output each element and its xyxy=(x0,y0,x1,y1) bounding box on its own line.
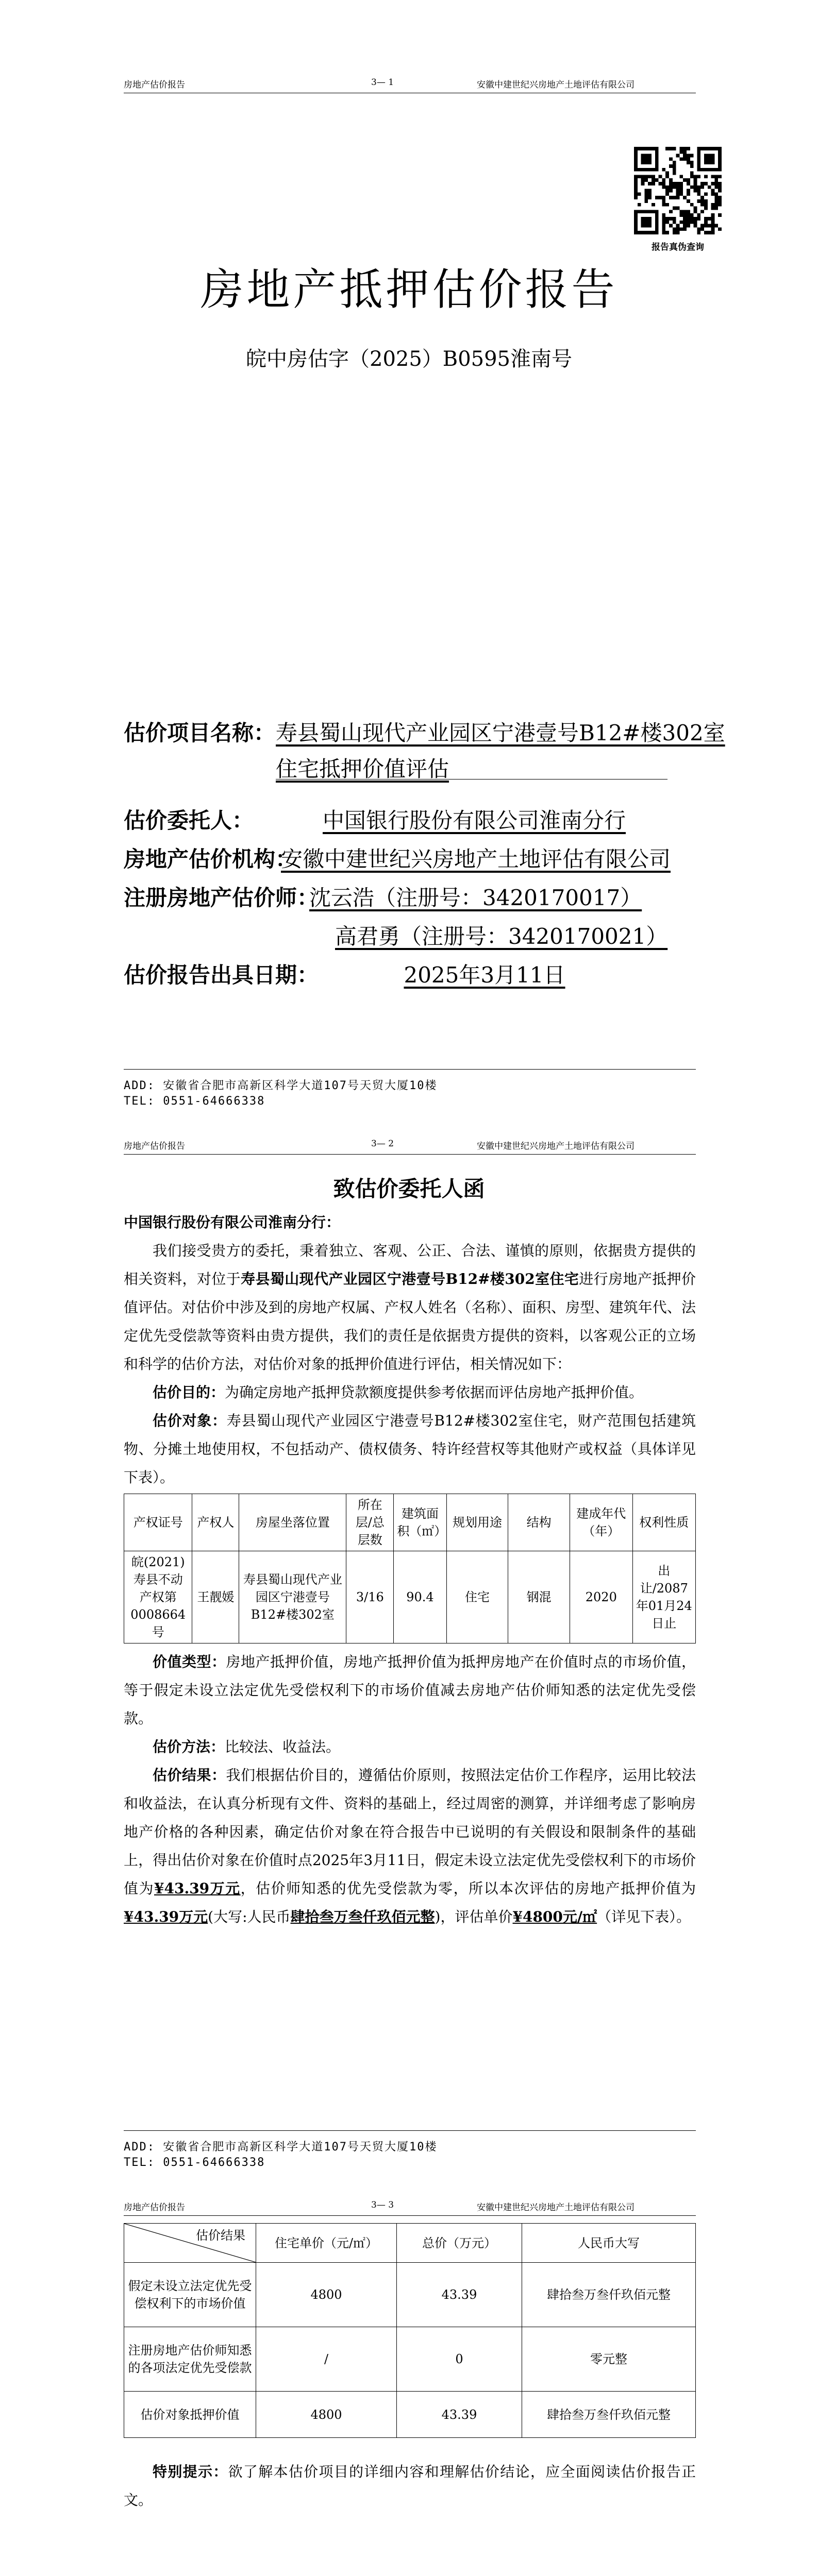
table-row xyxy=(124,2263,696,2327)
value-type-paragraph xyxy=(124,1648,696,1733)
table-cell: / xyxy=(256,2327,397,2392)
mortgage-value-upper: 肆拾叁万叁仟玖佰元整 xyxy=(290,1908,435,1925)
result-text-4: )，评估单价 xyxy=(435,1908,513,1925)
purpose-label: 估价目的： xyxy=(153,1384,225,1401)
table-cell: 3/16 xyxy=(346,1551,394,1643)
footer-rule xyxy=(124,1069,696,1070)
table-row xyxy=(124,2392,696,2438)
method-label: 估价方法： xyxy=(153,1738,225,1755)
footer-tel: TEL: 0551-64666338 xyxy=(124,1095,265,1108)
valuation-result-table xyxy=(124,2223,696,2438)
footer-address: ADD: 安徽省合肥市高新区科学大道107号天贸大厦10楼 xyxy=(124,2141,438,2154)
report-title: 房地产抵押估价报告 xyxy=(200,264,618,315)
table-cell: 2020 xyxy=(570,1551,633,1643)
row-label: 估价对象抵押价值 xyxy=(124,2392,256,2438)
table-header: 产权人 xyxy=(192,1494,239,1551)
object-label: 估价对象： xyxy=(153,1412,227,1429)
header-left: 房地产估价报告 xyxy=(124,2202,185,2213)
table-cell: 皖(2021)寿县不动产权第0008664号 xyxy=(124,1551,192,1643)
table-header: 规划用途 xyxy=(446,1494,508,1551)
method-paragraph xyxy=(124,1733,696,1761)
result-text-2: ，估价师知悉的优先受偿款为零，所以本次评估的房地产抵押价值为 xyxy=(240,1880,696,1897)
date-value: 2025年3月11日 xyxy=(404,962,565,988)
result-text-1: 我们根据估价目的，遵循估价原则，按照法定估价工作程序，运用比较法和收益法，在认真分析现有文件、资料的基础上，经过周密的测算，并详细考虑了影响房地产价格的各种因素，确定估价对象在符合报告中已说明的有关假设和限制条件的基础上，得出估价对象在价值时点2025年3月11日，假定未设立法定优先受偿权利下的市场价值为 xyxy=(124,1767,696,1897)
table-header-row xyxy=(124,2224,696,2263)
header-left: 房地产估价报告 xyxy=(124,1141,185,1151)
table-cell: 4800 xyxy=(256,2392,397,2438)
qr-code-icon xyxy=(634,147,722,236)
note-text: 欲了解本估价项目的详细内容和理解估价结论，应全面阅读估价报告正文。 xyxy=(124,2463,696,2509)
appraiser-2: 高君勇（注册号：3420170021） xyxy=(335,924,668,949)
date-label: 估价报告出具日期： xyxy=(124,962,319,988)
purpose-text: 为确定房地产抵押贷款额度提供参考依据而评估房地产抵押价值。 xyxy=(225,1384,644,1401)
table-cell: 4800 xyxy=(256,2263,397,2327)
value-type-text: 房地产抵押价值，房地产抵押价值为抵押房地产在价值时点的市场价值，等于假定未设立法定优先受偿权利下的市场价值减去房地产估价师知悉的法定优先受偿款。 xyxy=(124,1653,696,1727)
market-value: ¥43.39万元 xyxy=(154,1880,241,1897)
header-page-number: 3— 2 xyxy=(371,1139,394,1149)
letter-title: 致估价委托人函 xyxy=(333,1176,485,1201)
table-header: 人民币大写 xyxy=(522,2224,696,2263)
table-cell: 43.39 xyxy=(397,2263,522,2327)
table-header: 权利性质 xyxy=(632,1494,695,1551)
table-cell: 肆拾叁万叁仟玖佰元整 xyxy=(522,2263,696,2327)
footer-tel: TEL: 0551-64666338 xyxy=(124,2156,265,2169)
intro-text-2: 进行房地产抵押价值评估。对估价中涉及到的房地产权属、产权人姓名（名称）、面积、房型、建筑年代、法定优先受偿款等资料由贵方提供，我们的责任是依据贵方提供的资料，以客观公正的立场和科学的估价方法，对估价对象的抵押价值进行评估，相关情况如下： xyxy=(124,1270,696,1372)
client-label: 估价委托人： xyxy=(124,808,254,833)
table-cell: 零元整 xyxy=(522,2327,696,2392)
table-cell: 王靓媛 xyxy=(192,1551,239,1643)
appraiser-1: 沈云浩（注册号：3420170017） xyxy=(309,885,642,910)
table-header: 建成年代（年） xyxy=(570,1494,633,1551)
agency-label: 房地产估价机构： xyxy=(124,846,297,872)
footer-address: ADD: 安徽省合肥市高新区科学大道107号天贸大厦10楼 xyxy=(124,1079,438,1092)
table-header: 估价结果 xyxy=(196,2228,245,2243)
intro-paragraph xyxy=(124,1236,696,1378)
header-right: 安徽中建世纪兴房地产土地评估有限公司 xyxy=(477,2202,635,2213)
header-rule xyxy=(124,1154,696,1155)
result-text-5: （详见下表）。 xyxy=(597,1908,691,1925)
value-type-label: 价值类型： xyxy=(153,1653,226,1670)
table-header: 总价（万元） xyxy=(397,2224,522,2263)
header-page-number: 3— 3 xyxy=(371,2200,394,2210)
object-paragraph xyxy=(124,1406,696,1492)
table-cell: 钢混 xyxy=(508,1551,570,1643)
table-cell: 43.39 xyxy=(397,2392,522,2438)
table-header: 产权证号 xyxy=(124,1494,192,1551)
header-rule xyxy=(124,2215,696,2216)
diagonal-header-cell xyxy=(124,2224,256,2263)
result-paragraph xyxy=(124,1761,696,1931)
addressee: 中国银行股份有限公司淮南分行： xyxy=(124,1214,341,1231)
project-value-line2: 住宅抵押价值评估 xyxy=(276,756,449,782)
table-row xyxy=(124,2327,696,2392)
letter-body xyxy=(124,1208,696,1931)
result-text-3: (大写:人民币 xyxy=(208,1908,291,1925)
header-right: 安徽中建世纪兴房地产土地评估有限公司 xyxy=(477,80,635,90)
client-value: 中国银行股份有限公司淮南分行 xyxy=(322,808,626,833)
table-header-row xyxy=(124,1494,696,1551)
method-text: 比较法、收益法。 xyxy=(225,1738,341,1755)
header-left: 房地产估价报告 xyxy=(124,80,185,90)
property-table xyxy=(124,1494,696,1643)
table-cell: 90.4 xyxy=(394,1551,446,1643)
table-header: 结构 xyxy=(508,1494,570,1551)
header-right: 安徽中建世纪兴房地产土地评估有限公司 xyxy=(477,1141,635,1151)
mortgage-value: ¥43.39万元 xyxy=(124,1908,208,1925)
row-label: 假定未设立法定优先受偿权利下的市场价值 xyxy=(124,2263,256,2327)
object-text: 寿县蜀山现代产业园区宁港壹号B12#楼302室住宅，财产范围包括建筑物、分摊土地使用权，不包括动产、债权债务、特许经营权等其他财产或权益（具体详见下表）。 xyxy=(124,1412,696,1486)
intro-property: 寿县蜀山现代产业园区宁港壹号B12#楼302室住宅 xyxy=(241,1270,579,1287)
appraiser-label: 注册房地产估价师： xyxy=(124,885,319,910)
purpose-paragraph xyxy=(124,1378,696,1406)
table-header: 房屋坐落位置 xyxy=(239,1494,346,1551)
report-number: 皖中房估字（2025）B0595淮南号 xyxy=(246,347,572,371)
table-header: 住宅单价（元/㎡） xyxy=(256,2224,397,2263)
project-value-line1: 寿县蜀山现代产业园区宁港壹号B12#楼302室 xyxy=(276,720,725,745)
table-cell: 出让/2087年01月24日止 xyxy=(632,1551,695,1643)
note-label: 特别提示： xyxy=(153,2463,228,2480)
qr-caption: 报告真伪查询 xyxy=(652,242,704,252)
table-cell: 寿县蜀山现代产业园区宁港壹号B12#楼302室 xyxy=(239,1551,346,1643)
table-row xyxy=(124,1551,696,1643)
table-header: 所在层/总层数 xyxy=(346,1494,394,1551)
row-label: 注册房地产估价师知悉的各项法定优先受偿款 xyxy=(124,2327,256,2392)
result-label: 估价结果： xyxy=(153,1767,226,1784)
table-cell: 肆拾叁万叁仟玖佰元整 xyxy=(522,2392,696,2438)
intro-text-1: 我们接受贵方的委托，秉着独立、客观、公正、合法、谨慎的原则，依据贵方提供的相关资料，对位于 xyxy=(124,1242,696,1287)
table-cell: 住宅 xyxy=(446,1551,508,1643)
footer-rule xyxy=(124,2130,696,2131)
special-note xyxy=(124,2458,696,2514)
table-header: 建筑面积（㎡） xyxy=(394,1494,446,1551)
agency-value: 安徽中建世纪兴房地产土地评估有限公司 xyxy=(281,846,671,872)
table-cell: 0 xyxy=(397,2327,522,2392)
project-label: 估价项目名称： xyxy=(124,720,276,745)
unit-price: ¥4800元/㎡ xyxy=(512,1908,597,1925)
header-page-number: 3— 1 xyxy=(371,77,394,88)
